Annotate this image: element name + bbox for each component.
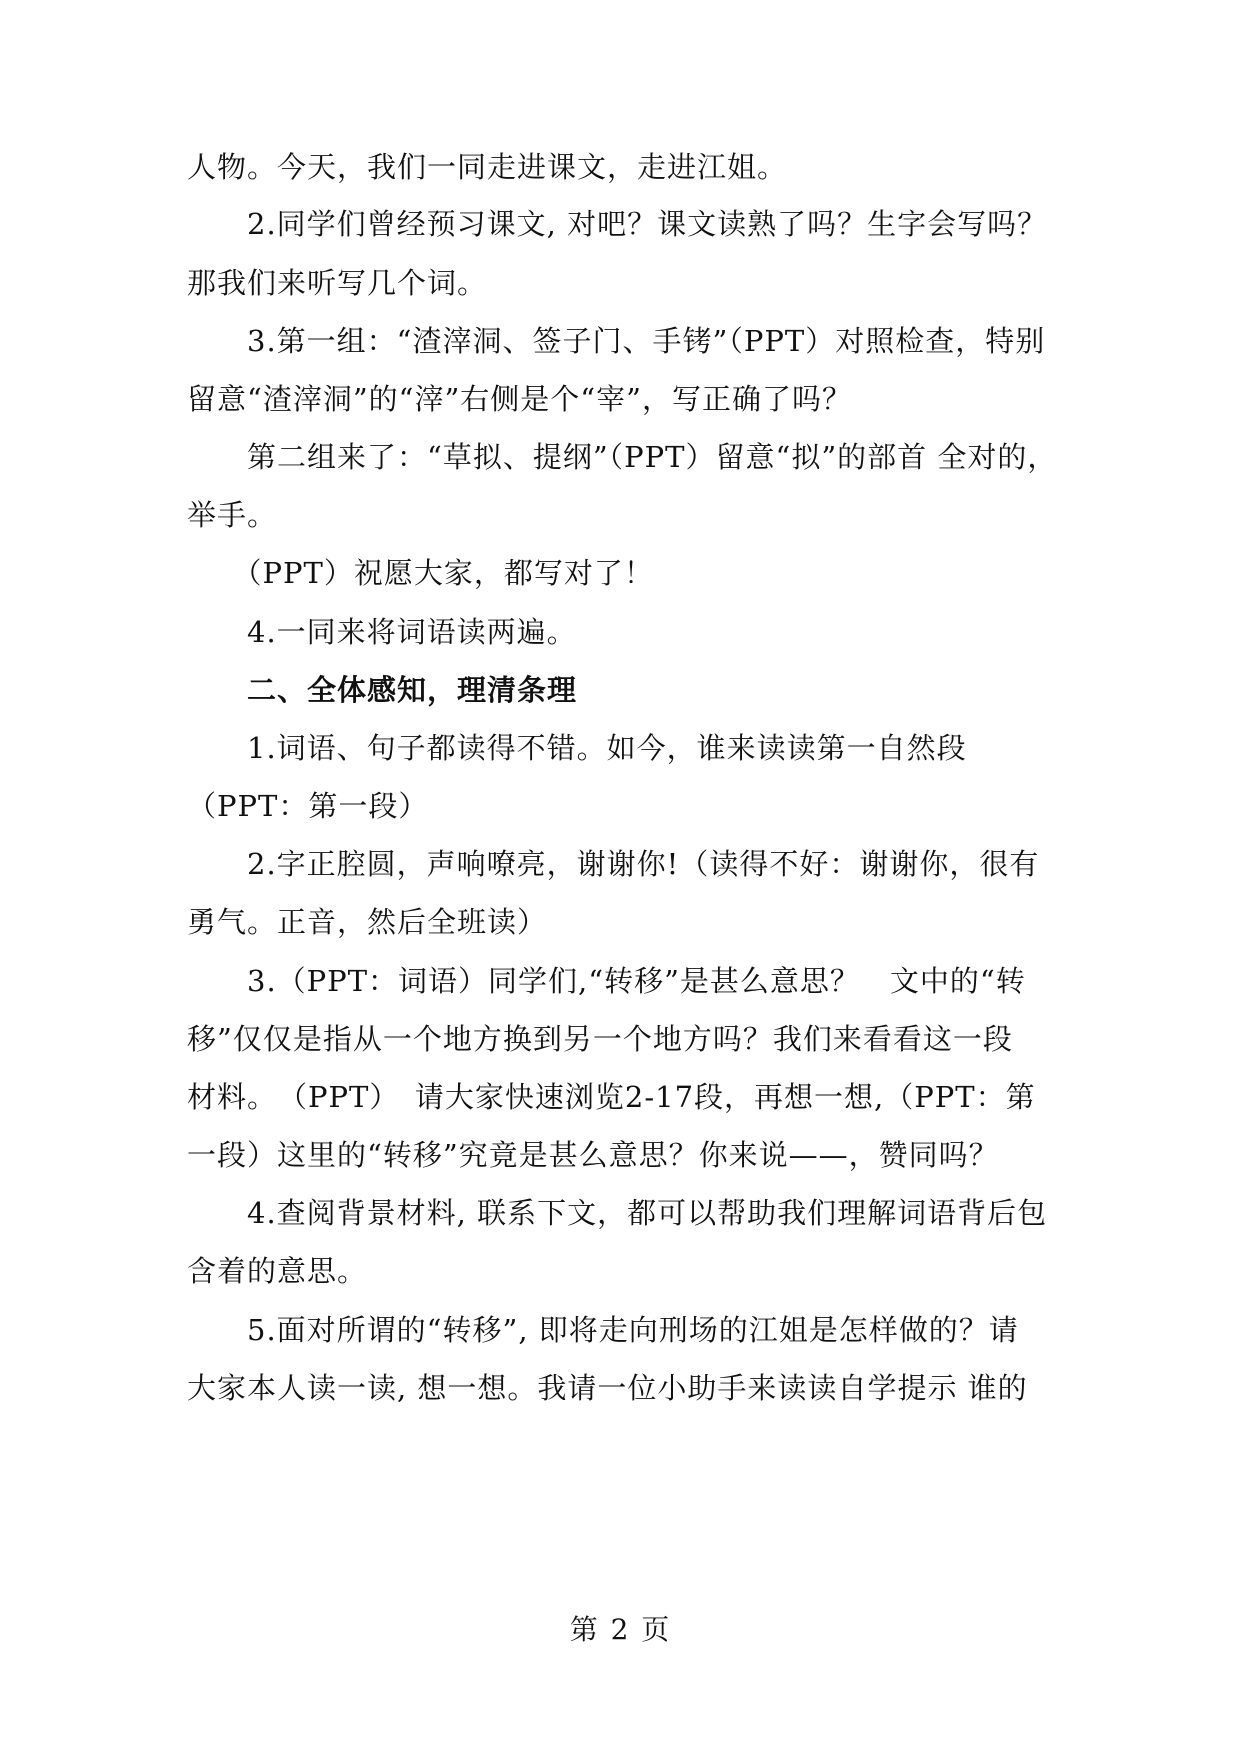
text-line: 4.一同来将词语读两遍。 — [187, 615, 577, 649]
text-line: 人物。今天，我们一同走进课文，走进江姐。 — [187, 150, 788, 184]
text-line: 含着的意思。 — [187, 1254, 368, 1288]
text-line: （PPT）祝愿大家，都写对了！ — [187, 556, 654, 590]
text-line: （PPT：第一段） — [187, 789, 429, 823]
text-line: 移”仅仅是指从一个地方换到另一个地方吗？我们来看看这一段 — [187, 1022, 1013, 1056]
text-line: 2.同学们曾经预习课文, 对吧？课文读熟了吗？生字会写吗？ — [187, 207, 1048, 241]
text-line: 4.查阅背景材料, 联系下文，都可以帮助我们理解词语背后包 — [187, 1196, 1048, 1230]
text-line: 一段）这里的“转移”究竟是甚么意思？你来说——，赞同吗？ — [187, 1138, 999, 1172]
text-line: 大家本人读一读, 想一想。我请一位小助手来读读自学提示 谁的 — [187, 1371, 1028, 1405]
text-line: 3.第一组：“渣滓洞、签子门、手铐”（PPT）对照检查，特别 — [187, 324, 1046, 358]
text-line: 1.词语、句子都读得不错。如今，谁来读读第一自然段 — [187, 731, 967, 765]
section-heading: 二、全体感知，理清条理 — [187, 673, 578, 707]
text-line: 举手。 — [187, 498, 278, 532]
text-line: 5.面对所谓的“转移”, 即将走向刑场的江姐是怎样做的？请 — [187, 1313, 1019, 1347]
text-line: 3.（PPT：词语）同学们,“转移”是甚么意思？ 文中的“转 — [187, 964, 1026, 998]
text-line: 材料。 （PPT） 请大家快速浏览2-17段，再想一想,（PPT：第 — [187, 1080, 1036, 1114]
text-line: 第二组来了：“草拟、提纲”（PPT）留意“拟”的部首 全对的， — [187, 440, 1058, 474]
text-line: 2.字正腔圆，声响嘹亮，谢谢你!（读得不好：谢谢你，很有 — [187, 847, 1040, 881]
text-line: 留意“渣滓洞”的“滓”右侧是个“宰”，写正确了吗？ — [187, 382, 852, 416]
text-line: 勇气。正音，然后全班读） — [187, 905, 548, 939]
page-number: 第 2 页 — [569, 1613, 672, 1646]
text-line: 那我们来听写几个词。 — [187, 266, 488, 300]
